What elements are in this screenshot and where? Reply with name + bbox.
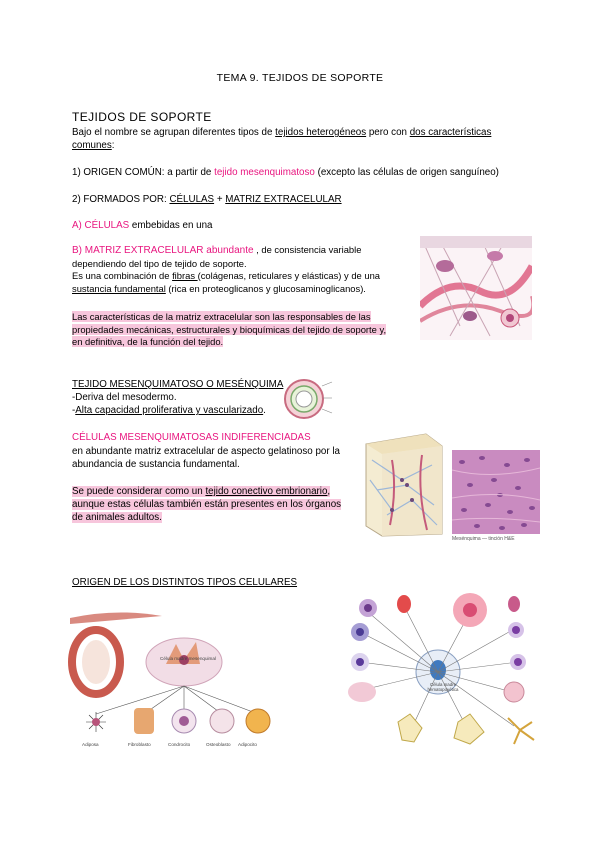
mesenquima-desc-2: abundancia de sustancia fundamental. [72, 459, 240, 470]
right-center-label: Célula madre hematopoyética [427, 682, 459, 692]
point-celulas: A) CÉLULAS embebidas en una [72, 220, 213, 231]
mesenchyme-block-illustration [362, 430, 446, 538]
point-origen-comun: 1) ORIGEN COMÚN: a partir de tejido mesenquimatoso (excepto las células de origen sanguíneo) [72, 167, 499, 178]
point-matriz-extracelular: B) MATRIZ EXTRACELULAR abundante , de consistencia variable dependiendo del tipo de tejido de soporte. Es una combinación de fibras (colágenas, reticulares y elásticas) y de una sustancia fundamental (rica en proteoglicanos y glucosaminoglicanos). [72, 244, 380, 294]
left-diagram-labels: Adiposa Fibroblasto Condrocito Osteoblasto Adipocito [82, 742, 257, 747]
connective-tissue-illustration [420, 236, 532, 340]
mesenchymal-origin-diagram [66, 604, 272, 744]
section-heading-mesenquima: TEJIDO MESENQUIMATOSO O MESÉNQUIMA [72, 379, 284, 390]
hematopoietic-origin-diagram [338, 592, 542, 748]
mesenquima-bullet-2: -Alta capacidad proliferativa y vascularizado. [72, 405, 266, 416]
mesenquima-bullet-1: -Deriva del mesodermo. [72, 392, 177, 403]
micrograph-caption: Mesénquima — tinción H&E [452, 536, 515, 542]
highlight-tejido-embrionario: Se puede considerar como un tejido conectivo embrionario, aunque estas células también están presentes en los órganos de animales adultos. [72, 486, 342, 523]
mesenchyme-micrograph [452, 450, 540, 534]
intro-paragraph: Bajo el nombre se agrupan diferentes tipos de tejidos heterogéneos pero con dos características comunes: [72, 127, 492, 151]
page-title: TEMA 9. TEJIDOS DE SOPORTE [216, 72, 384, 84]
section-heading-tejidos-soporte: TEJIDOS DE SOPORTE [72, 110, 212, 124]
celulas-mesenquimatosas-heading: CÉLULAS MESENQUIMATOSAS INDIFERENCIADAS [72, 432, 311, 443]
point-formados-por: 2) FORMADOS POR: CÉLULAS + MATRIZ EXTRACELULAR [72, 194, 342, 205]
highlight-matriz-note: Las características de la matriz extracelular son las responsables de las propiedades mecánicas, estructurales y bioquímicas del tejido de soporte y, en definitiva, de la función del tejido. [72, 311, 387, 348]
embryo-illustration [282, 376, 334, 422]
section-heading-origen: ORIGEN DE LOS DISTINTOS TIPOS CELULARES [72, 577, 298, 588]
left-center-label: Célula madre mesenquimal [160, 656, 216, 661]
mesenquima-desc-1: en abundante matriz extracelular de aspecto gelatinoso por la [72, 446, 340, 457]
